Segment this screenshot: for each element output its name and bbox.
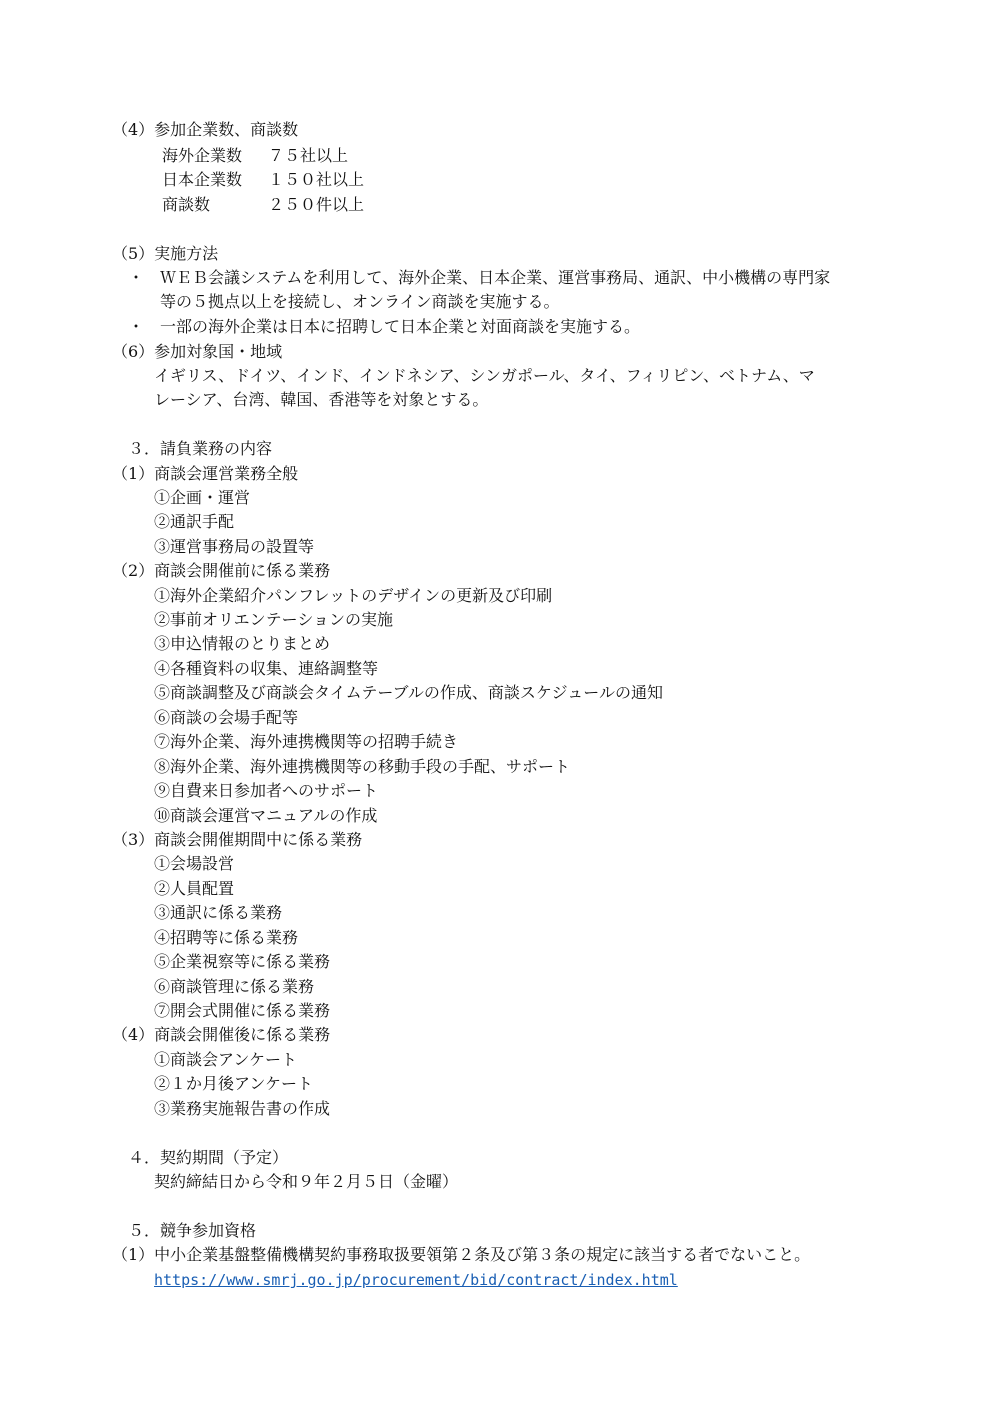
list-item: ⑦海外企業、海外連携機関等の招聘手続き xyxy=(154,732,459,751)
section3-sub2-heading: （2）商談会開催前に係る業務 xyxy=(112,561,331,580)
list-item: ⑤企業視察等に係る業務 xyxy=(154,952,331,971)
company-count-row xyxy=(162,146,348,166)
list-item: ⑥商談管理に係る業務 xyxy=(154,977,315,996)
method-bullet1-line2: 等の５拠点以上を接続し、オンライン商談を実施する。 xyxy=(160,292,560,311)
bullet-mark: ・ xyxy=(128,268,145,287)
list-item: ⑤商談調整及び商談会タイムテーブルの作成、商談スケジュールの通知 xyxy=(154,683,663,702)
section5-item1: （1）中小企業基盤整備機構契約事務取扱要領第２条及び第３条の規定に該当する者でないこと。 xyxy=(112,1245,811,1264)
section4-heading: ４．契約期間（予定） xyxy=(128,1148,289,1167)
section2-item4-heading: （4）参加企業数、商談数 xyxy=(112,120,299,139)
list-item: ⑥商談の会場手配等 xyxy=(154,708,299,727)
section3-sub1-heading: （1）商談会運営業務全般 xyxy=(112,464,299,483)
section5-heading: ５．競争参加資格 xyxy=(128,1221,257,1240)
list-item: ④各種資料の収集、連絡調整等 xyxy=(154,659,379,678)
list-item: ③通訳に係る業務 xyxy=(154,903,283,922)
section3-sub4-heading: （4）商談会開催後に係る業務 xyxy=(112,1025,331,1044)
list-item: ③申込情報のとりまとめ xyxy=(154,634,331,653)
method-bullet2: 一部の海外企業は日本に招聘して日本企業と対面商談を実施する。 xyxy=(160,317,641,336)
list-item: ②事前オリエンテーションの実施 xyxy=(154,610,394,629)
list-item: ②人員配置 xyxy=(154,879,235,898)
list-item: ②１か月後アンケート xyxy=(154,1074,314,1093)
count-label: 日本企業数 xyxy=(162,170,243,189)
list-item: ④招聘等に係る業務 xyxy=(154,928,299,947)
company-count-row xyxy=(162,195,364,215)
count-value: １５０社以上 xyxy=(268,170,365,189)
count-value: ７５社以上 xyxy=(268,146,349,165)
list-item: ②通訳手配 xyxy=(154,512,235,531)
list-item: ①商談会アンケート xyxy=(154,1050,298,1069)
section3-sub3-heading: （3）商談会開催期間中に係る業務 xyxy=(112,830,363,849)
list-item: ⑩商談会運営マニュアルの作成 xyxy=(154,806,378,825)
bullet-mark: ・ xyxy=(128,317,145,336)
section2-item6-heading: （6）参加対象国・地域 xyxy=(112,342,283,361)
section2-item5-heading: （5）実施方法 xyxy=(112,244,219,263)
list-item: ①会場設営 xyxy=(154,854,235,873)
countries-line1: イギリス、ドイツ、インド、インドネシア、シンガポール、タイ、フィリピン、ベトナム、マ xyxy=(154,366,815,385)
count-label: 海外企業数 xyxy=(162,146,243,165)
countries-line2: レーシア、台湾、韓国、香港等を対象とする。 xyxy=(154,390,489,409)
section3-heading: ３．請負業務の内容 xyxy=(128,439,273,458)
method-bullet1-line1: ＷＥＢ会議システムを利用して、海外企業、日本企業、運営事務局、通訳、中小機構の専門家 xyxy=(160,268,831,287)
count-label: 商談数 xyxy=(162,195,211,214)
list-item: ①企画・運営 xyxy=(154,488,251,507)
contract-rules-link[interactable]: https://www.smrj.go.jp/procurement/bid/contract/index.html xyxy=(154,1271,678,1289)
list-item: ①海外企業紹介パンフレットのデザインの更新及び印刷 xyxy=(154,586,553,605)
count-value: ２５０件以上 xyxy=(268,195,365,214)
list-item: ⑧海外企業、海外連携機関等の移動手段の手配、サポート xyxy=(154,757,571,776)
list-item: ③業務実施報告書の作成 xyxy=(154,1099,331,1118)
list-item: ③運営事務局の設置等 xyxy=(154,537,315,556)
list-item: ⑦開会式開催に係る業務 xyxy=(154,1001,331,1020)
contract-period-text: 契約締結日から令和９年２月５日（金曜） xyxy=(154,1172,459,1191)
company-count-row xyxy=(162,170,364,190)
list-item: ⑨自費来日参加者へのサポート xyxy=(154,781,379,800)
